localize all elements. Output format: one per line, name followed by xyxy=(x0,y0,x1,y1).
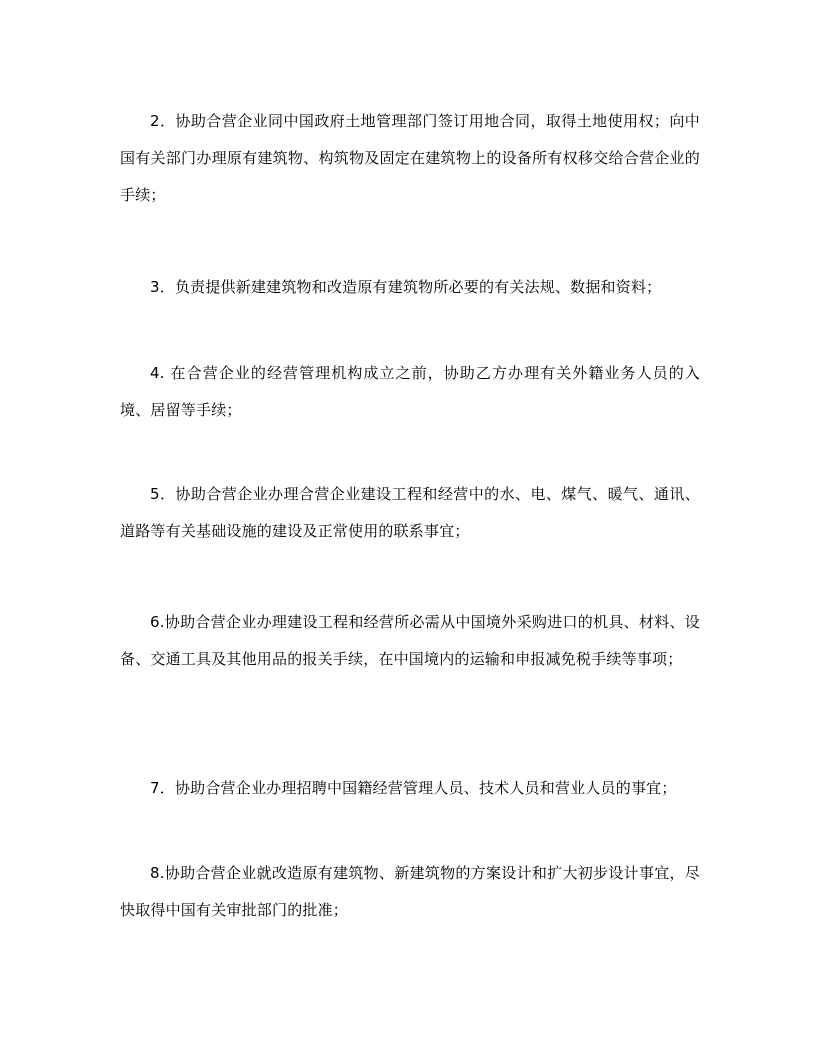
paragraph-item-5: 5．协助合营企业办理合营企业建设工程和经营中的水、电、煤气、暖气、通讯、道路等有关基础设施的建设及正常使用的联系事宜； xyxy=(120,485,700,540)
paragraph-item-2: 2．协助合营企业同中国政府土地管理部门签订用地合同，取得土地使用权；向中国有关部门办理原有建筑物、构筑物及固定在建筑物上的设备所有权移交给合营企业的手续； xyxy=(120,112,700,204)
paragraph-item-7: 7．协助合营企业办理招聘中国籍经营管理人员、技术人员和营业人员的事宜； xyxy=(150,779,677,797)
paragraph-item-4: 4. 在合营企业的经营管理机构成立之前，协助乙方办理有关外籍业务人员的入境、居留等手续； xyxy=(120,364,700,419)
paragraph-item-3: 3．负责提供新建建筑物和改造原有建筑物所必要的有关法规、数据和资料； xyxy=(150,278,662,296)
paragraph-item-8: 8.协助合营企业就改造原有建筑物、新建筑物的方案设计和扩大初步设计事宜，尽快取得中国有关审批部门的批准； xyxy=(120,864,700,919)
paragraph-item-6: 6.协助合营企业办理建设工程和经营所必需从中国境外采购进口的机具、材料、设备、交通工具及其他用品的报关手续，在中国境内的运输和申报减免税手续等事项； xyxy=(120,613,700,668)
